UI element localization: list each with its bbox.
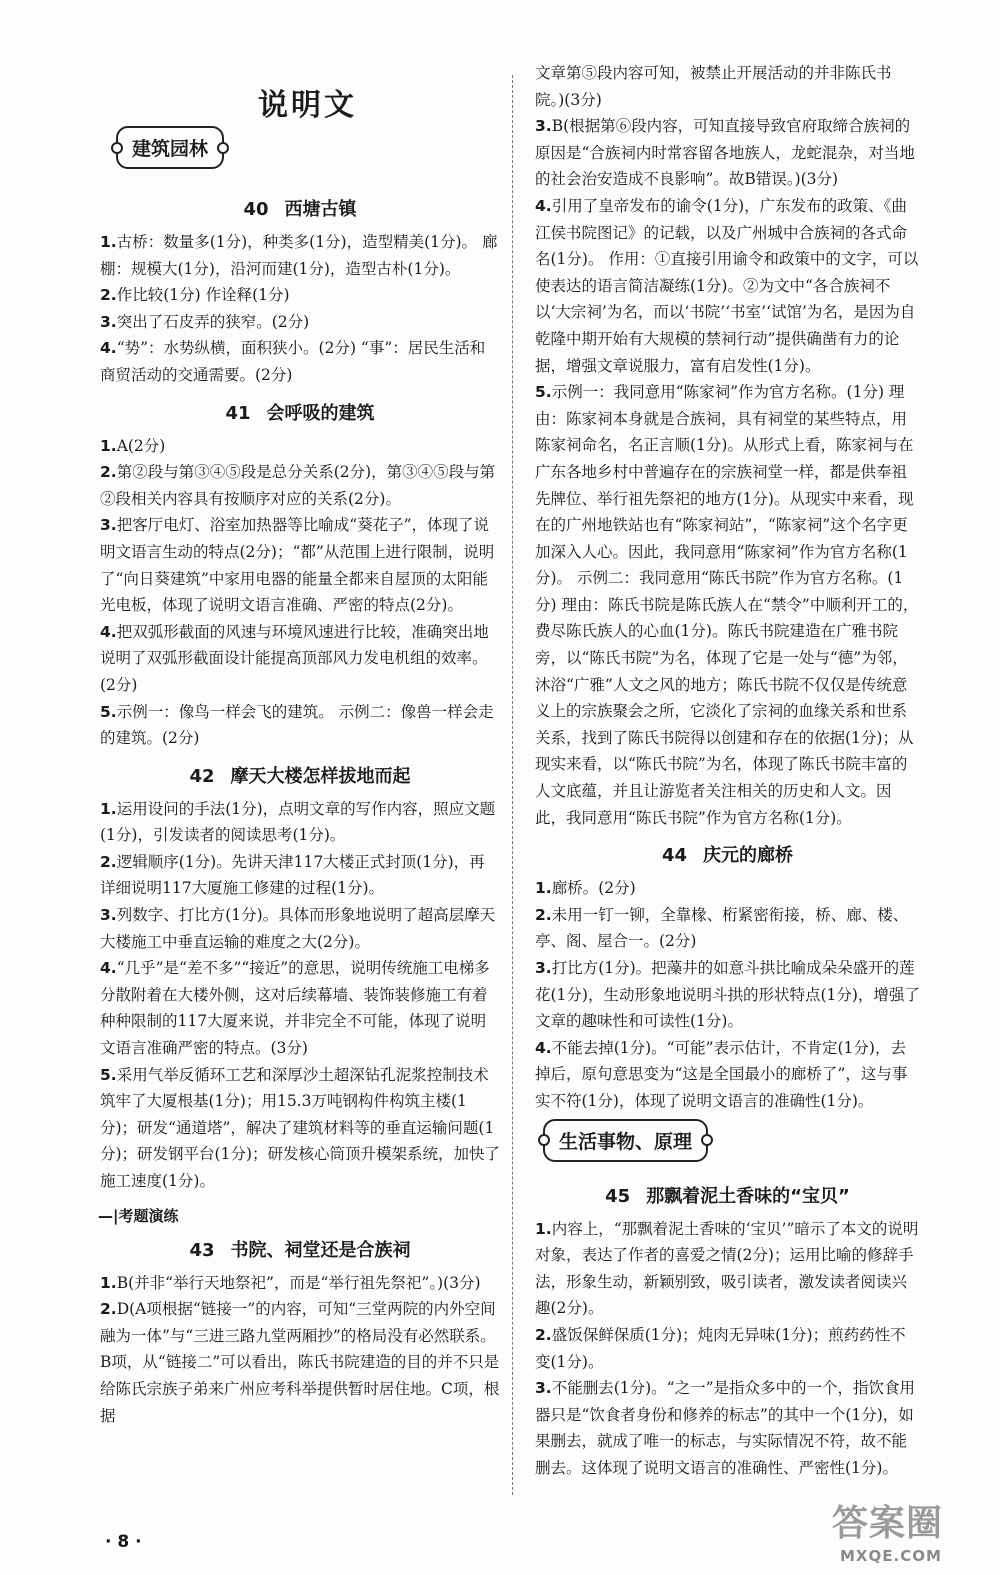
answer-item: 2.第②段与第③④⑤段是总分关系(2分)，第③④⑤段与第②段相关内容具有按顺序对应的关系(2分)。 bbox=[100, 463, 496, 508]
answer-item: 3.打比方(1分)。把藻井的如意斗拱比喻成朵朵盛开的莲花(1分)，生动形象地说明斗拱的形状特点(1分)，增强了文章的趣味性和可读性(1分)。 bbox=[535, 959, 920, 1031]
article-title: 西塘古镇 bbox=[284, 199, 357, 220]
article-heading-40 bbox=[100, 195, 500, 221]
article-number: 41 bbox=[225, 402, 251, 424]
answer-item: 4.“势”：水势纵横，面积狭小。(2分) “事”：居民生活和商贸活动的交通需要。(2分) bbox=[100, 339, 486, 384]
watermark-logo bbox=[832, 1495, 982, 1570]
article-number: 40 bbox=[243, 199, 269, 220]
answer-item: 4.把双弧形截面的风速与环境风速进行比较，准确突出地说明了双弧形截面设计能提高顶部风力发电机组的效率。(2分) bbox=[100, 622, 489, 694]
article-heading-42 bbox=[100, 762, 500, 788]
column-divider bbox=[512, 75, 513, 1495]
answer-item: 2.作比较(1分) 作诠释(1分) bbox=[100, 286, 290, 305]
answer-item: 3.列数字、打比方(1分)。具体而形象地说明了超高层摩天大楼施工中垂直运输的难度之大(2分)。 bbox=[100, 906, 496, 951]
answer-item: 2.D(A项根据“链接一”的内容，可知“三堂两院的内外空间融为一体”与“三进三路九堂两厢抄”的格局没有必然联系。B项，从“链接二”可以看出，陈氏书院建造的目的并不只是给陈氏宗族子弟来广州应考科举提供暂时居住地。C项，根据 bbox=[100, 1300, 500, 1425]
answer-item: 3.B(根据第⑥段内容，可知直接导致官府取缔合族祠的原因是“合族祠内时常容留各地族人，龙蛇混杂，对当地的社会治安造成不良影响”。故B错误。)(3分) bbox=[535, 117, 915, 189]
answer-item: 2.盛饭保鲜保质(1分)；炖肉无异味(1分)；煎药药性不变(1分)。 bbox=[535, 1325, 906, 1371]
answer-item: 1.运用设问的手法(1分)，点明文章的写作内容，照应文题(1分)，引发读者的阅读思考(1分)。 bbox=[100, 799, 496, 845]
article-heading-45 bbox=[535, 1182, 920, 1208]
article-heading-41 bbox=[100, 399, 500, 425]
answer-item: 4.不能去掉(1分)。“可能”表示估计，不肯定(1分)，去掉后，原句意思变为“这是全国最小的廊桥了”，这与事实不符(1分)，体现了说明文语言的准确性(1分)。 bbox=[535, 1038, 908, 1110]
article-title: 书院、祠堂还是合族祠 bbox=[230, 1239, 411, 1261]
left-column bbox=[100, 185, 500, 1429]
article-title: 会呼吸的建筑 bbox=[266, 402, 375, 424]
answer-item: 4.引用了皇帝发布的谕令(1分)，广东发布的政策、《曲江侯书院图记》的记载，以及广州城中合族祠的各式命名(1分)。 作用：①直接引用谕令和政策中的文字，可以使表达的语言简洁凝练(1分)。②为文中“各合族祠不以‘大宗祠’为名，而以‘书院’‘书室’‘试馆’为名，是因为自乾隆中期开始有大规模的禁祠行动”提供确凿有力的论据，增强文章说服力，富有启发性(1分)。 bbox=[535, 196, 919, 375]
answer-item: 3.把客厅电灯、浴室加热器等比喻成“葵花子”，体现了说明文语言生动的特点(2分)；“都”从范围上进行限制，说明了“向日葵建筑”中家用电器的能量全都来自屋顶的太阳能光电板，体现了说明文语言准确、严密的特点(2分)。 bbox=[100, 516, 495, 615]
page-number: · 8 · bbox=[105, 1532, 142, 1552]
answer-item: 1.古桥：数量多(1分)，种类多(1分)，造型精美(1分)。 廊棚：规模大(1分)，沿河而建(1分)，造型古朴(1分)。 bbox=[100, 233, 498, 278]
article-heading-43 bbox=[100, 1236, 500, 1262]
article-title: 摩天大楼怎样拔地而起 bbox=[230, 765, 411, 787]
answer-item: 1.廊桥。(2分) bbox=[535, 879, 636, 898]
answer-item: 文章第⑤段内容可知，被禁止开展活动的并非陈氏书院。)(3分) bbox=[535, 64, 892, 109]
practice-label: —|考题演练 bbox=[98, 1206, 179, 1225]
answer-item: 3.突出了石皮弄的狭窄。(2分) bbox=[100, 312, 310, 331]
article-title: 那飘着泥土香味的“宝贝” bbox=[646, 1185, 850, 1207]
article-number: 44 bbox=[661, 845, 688, 867]
section-label-architecture: 建筑园林 bbox=[116, 126, 224, 169]
answer-item: 1.内容上，“那飘着泥土香味的‘宝贝’”暗示了本文的说明对象，表达了作者的喜爱之情(2分)；运用比喻的修辞手法，形象生动，新颖别致，吸引读者，激发读者阅读兴趣(2分)。 bbox=[535, 1219, 919, 1318]
page-title: 说明文 bbox=[258, 88, 357, 123]
article-heading-44 bbox=[535, 841, 920, 867]
article-number: 42 bbox=[189, 765, 215, 787]
answer-item: 4.“几乎”是“差不多”“接近”的意思，说明传统施工电梯多分散附着在大楼外侧，这对后续幕墙、装饰装修施工有着种种限制的117大厦来说，并非完全不可能，体现了说明文语言准确严密的特点。(3分) bbox=[100, 959, 490, 1058]
article-number: 43 bbox=[189, 1239, 215, 1261]
article-number: 45 bbox=[605, 1185, 631, 1207]
watermark-text: 答案圈 bbox=[832, 1503, 944, 1544]
answer-item: 1.A(2分) bbox=[100, 436, 166, 455]
answer-item: 1.B(并非“举行天地祭祀”，而是“举行祖先祭祀”。)(3分) bbox=[100, 1273, 481, 1292]
answer-item: 5.采用气举反循环工艺和深厚沙土超深钻孔泥浆控制技术筑牢了大厦根基(1分)；用15.3万吨钢构件构筑主楼(1分)；研发“通道塔”，解决了建筑材料等的垂直运输问题(1分)；研发钢平台(1分)；研发核心筒顶升模架系统，加快了施工速度(1分)。 bbox=[100, 1065, 501, 1190]
answer-item: 2.未用一钉一铆，全靠椽、桁紧密衔接，桥、廊、楼、亭、阁、屋合一。(2分) bbox=[535, 905, 909, 951]
answer-item: 5.示例一：我同意用“陈家祠”作为官方名称。(1分) 理由：陈家祠本身就是合族祠，具有祠堂的某些特点，用陈家祠命名，名正言顺(1分)。从形式上看，陈家祠与在广东各地乡村中普遍存在的宗族祠堂一样，都是供奉祖先牌位、举行祖先祭祀的地方(1分)。从现实中来看，现在的广州地铁站也有“陈家祠站”，“陈家祠”这个名字更加深入人心。因此，我同意用“陈家祠”作为官方名称(1分)。 示例二：我同意用“陈氏书院”作为官方名称。(1分) 理由：陈氏书院是陈氏族人在“禁令”中顺利开工的，费尽陈氏族人的心血(1分)。陈氏书院建造在广雅书院旁，以“陈氏书院”为名，体现了它是一处与“德”为邻，沐浴“广雅”人文之风的地方；陈氏书院不仅仅是传统意义上的宗族聚会之所，它淡化了宗祠的血缘关系和世系关系，找到了陈氏书院得以创建和存在的依据(1分)；从现实来看，以“陈氏书院”为名，体现了陈氏书院丰富的人文底蕴，并且让游览者关注相关的历史和人文。因此，我同意用“陈氏书院”作为官方名称(1分)。 bbox=[535, 383, 919, 827]
section-label-daily-things: 生活事物、原理 bbox=[543, 1119, 708, 1162]
answer-item: 3.不能删去(1分)。“之一”是指众多中的一个，指饮食用器只是“饮食者身份和修养的标志”的其中一个(1分)，如果删去，就成了唯一的标志，与实际情况不符，故不能删去。这体现了说明文语言的准确性、严密性(1分)。 bbox=[535, 1379, 915, 1477]
answer-item: 2.逻辑顺序(1分)。先讲天津117大楼正式封顶(1分)，再详细说明117大厦施工修建的过程(1分)。 bbox=[100, 852, 485, 898]
right-column bbox=[535, 60, 920, 1482]
answer-item: 5.示例一：像鸟一样会飞的建筑。 示例二：像兽一样会走的建筑。(2分) bbox=[100, 702, 494, 748]
watermark-url: MXQE.COM bbox=[840, 1547, 942, 1565]
article-title: 庆元的廊桥 bbox=[703, 845, 794, 867]
